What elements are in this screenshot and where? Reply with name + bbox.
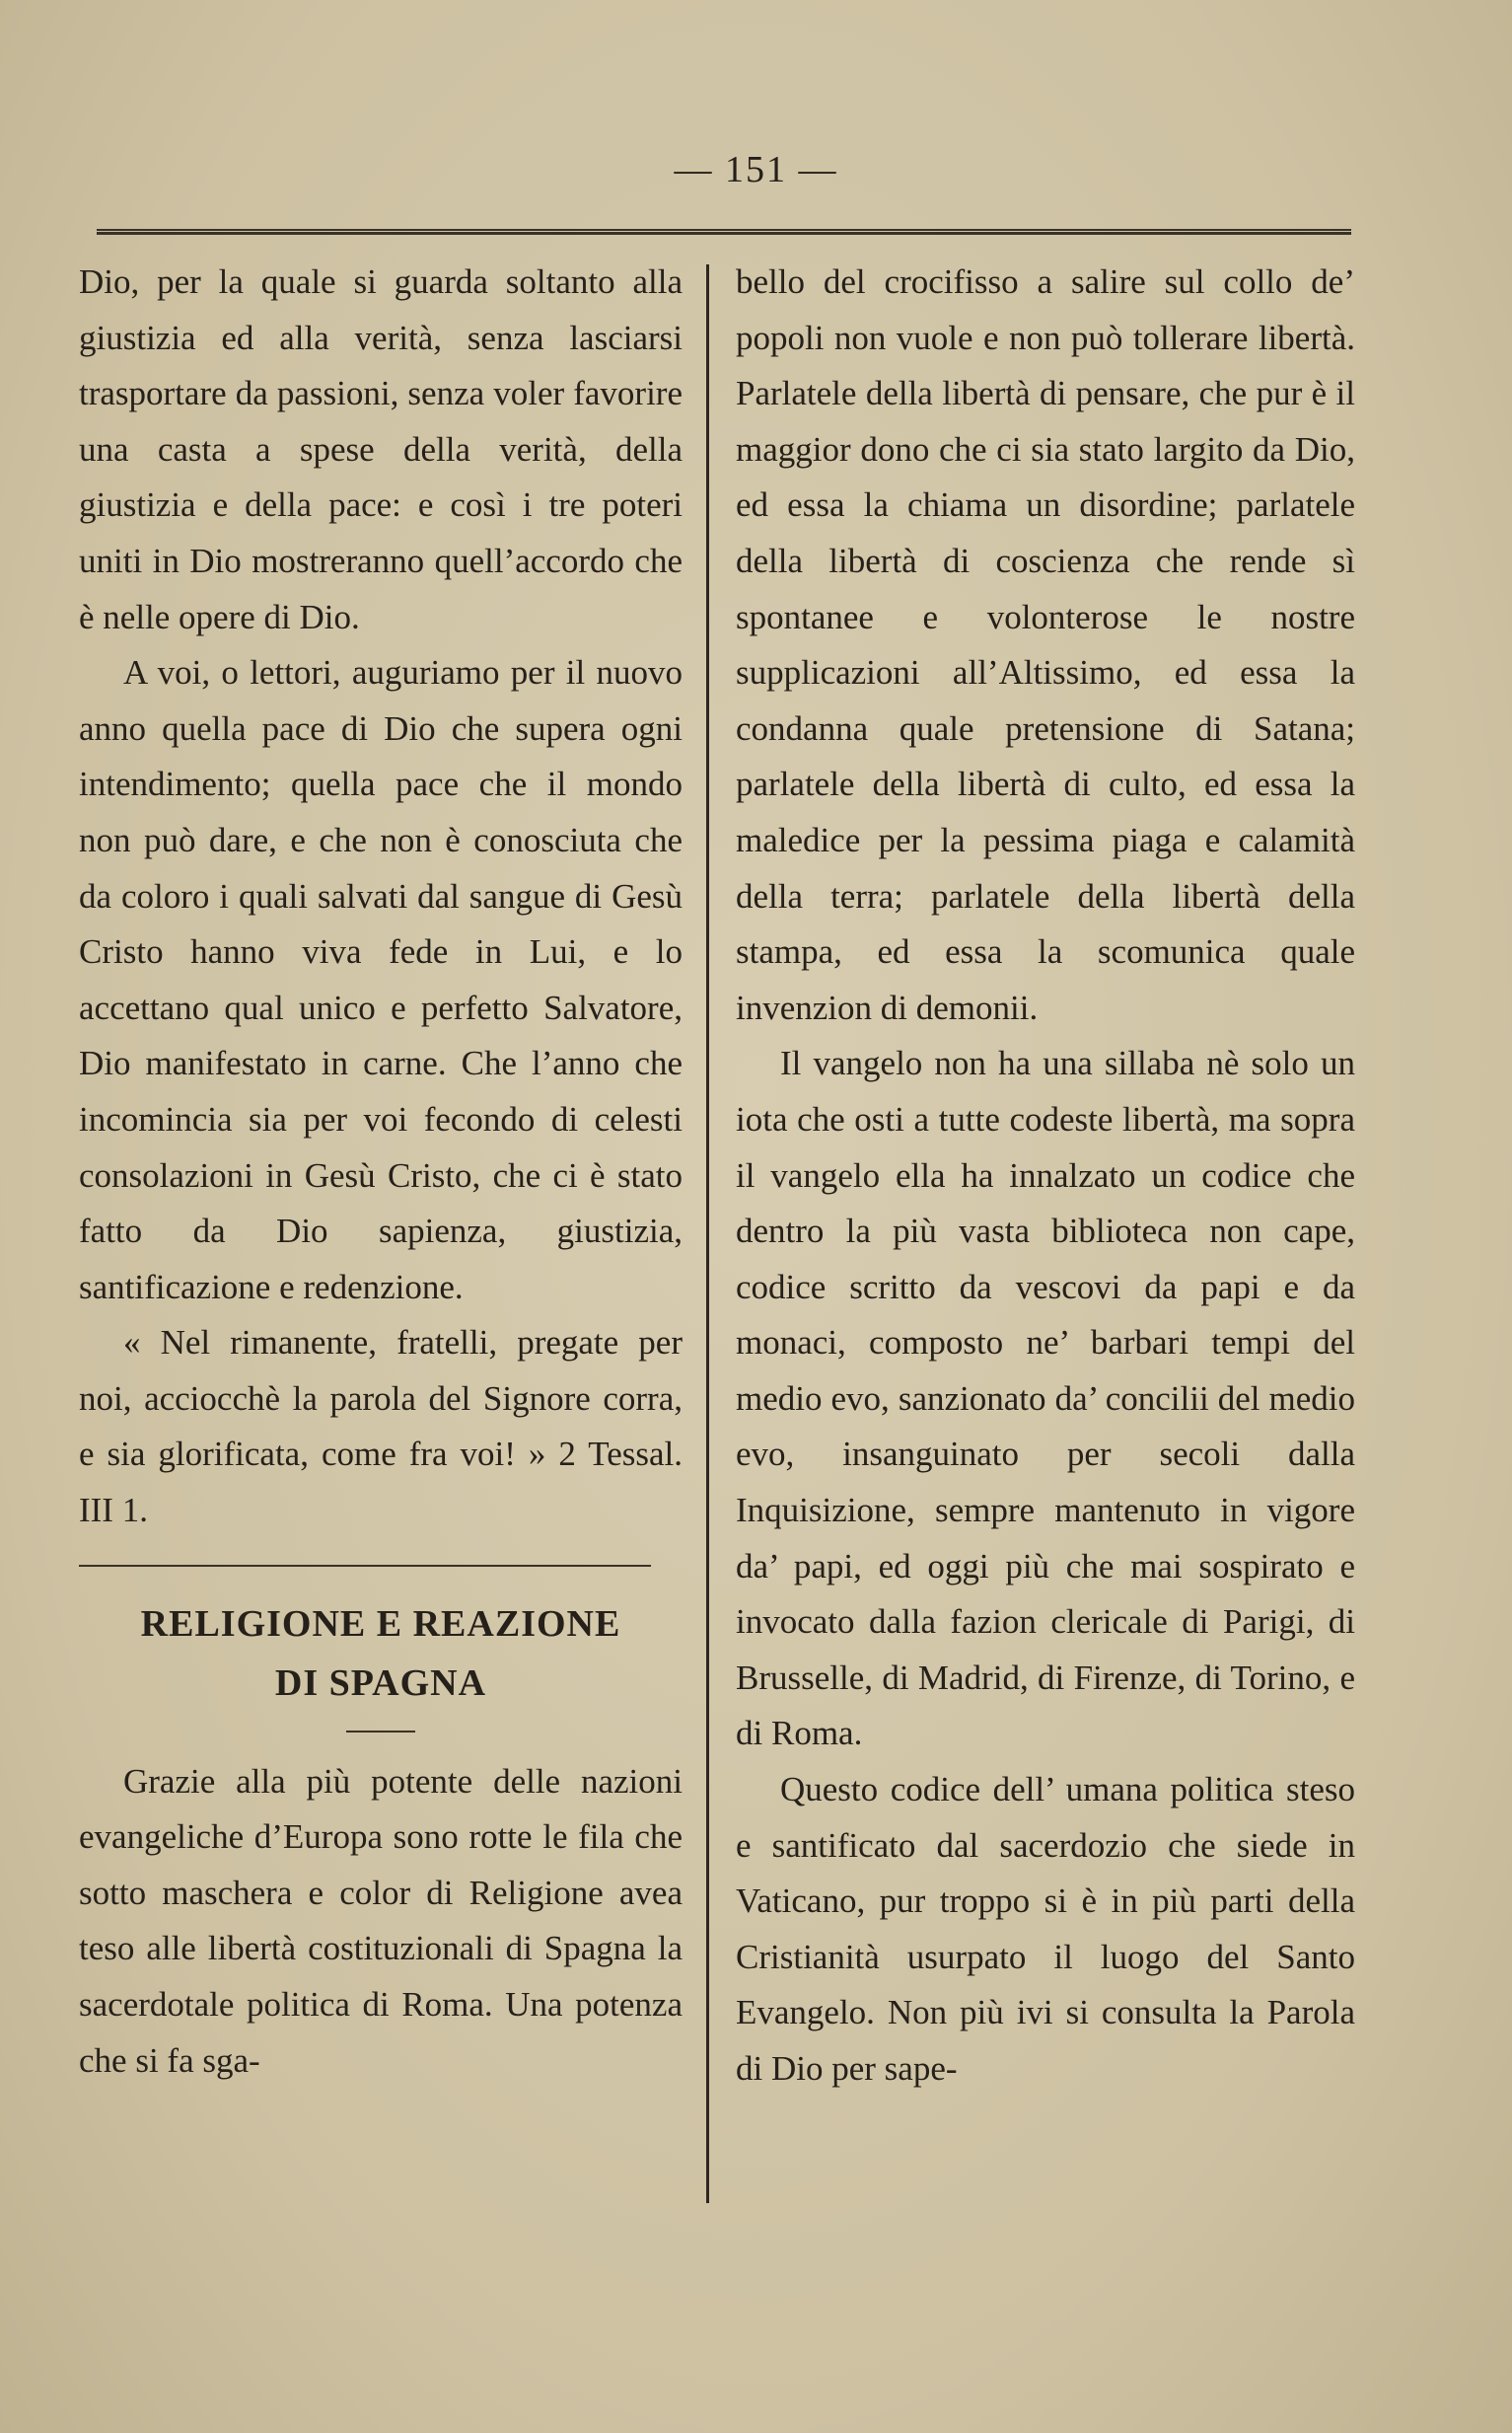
left-column — [79, 255, 683, 2089]
paragraph: Il vangelo non ha una sillaba nè solo un iota che osti a tutte codeste libertà, ma sopra il vangelo ella ha innalzato un codice che dentro la più vasta biblioteca non cape, codice scritto da vescovi da papi e da monaci, composto ne’ barbari tempi del medio evo, sanzionato da’ concilii del medio evo, insanguinato per secoli dalla Inquisizione, sempre mantenuto in vigore da’ papi, ed oggi più che mai sospirato e invocato dalla fazion clericale di Parigi, di Brusselle, di Madrid, di Firenze, di Torino, e di Roma. — [736, 1044, 1355, 1753]
paragraph: Dio, per la quale si guarda soltanto alla giustizia ed alla verità, senza lasciarsi trasportare da passioni, senza voler favorire una casta a spese della verità, della giustizia e della pace: e così i tre poteri uniti in Dio mostreranno quell’accordo che è nelle opere di Dio. — [79, 262, 683, 636]
paragraph: Questo codice dell’ umana politica steso e santificato dal sacerdozio che siede in Vaticano, pur troppo si è in più parti della Cristianità usurpato il luogo del Santo Evangelo. Non più ivi si consulta la Parola di Dio per sape- — [736, 1770, 1355, 2088]
column-divider — [706, 264, 709, 2203]
page-number: — 151 — — [674, 149, 838, 190]
section-divider — [79, 1565, 651, 1567]
paragraph: « Nel rimanente, fratelli, pregate per noi, acciocchè la parola del Signore corra, e sia glorificata, come fra voi! » 2 Tessal. III 1. — [79, 1323, 683, 1530]
paragraph: bello del crocifisso a salire sul collo de’ popoli non vuole e non può tollerare libertà. Parlatele della libertà di pensare, che pur è il maggior dono che ci sia stato largito da Dio, ed essa la chiama un disordine; parlatele della libertà di coscienza che rende sì spontanee e volonterose le nostre supplicazioni all’Altissimo, ed essa la condanna quale pretensione di Satana; parlatele della libertà di culto, ed essa la maledice per la pessima piaga e calamità della terra; parlatele della libertà della stampa, ed essa la scomunica quale invenzion di demonii. — [736, 262, 1355, 1027]
section-title-underline — [346, 1731, 415, 1733]
paragraph: A voi, o lettori, auguriamo per il nuovo anno quella pace di Dio che supera ogni intendimento; quella pace che il mondo non può dare, e che non è conosciuta che da coloro i quali salvati dal sangue di Gesù Cristo hanno viva fede in Lui, e lo accettano qual unico e perfetto Salvatore, Dio manifestato in carne. Che l’anno che incomincia sia per voi fecondo di celesti consolazioni in Gesù Cristo, che ci è stato fatto da Dio sapienza, giustizia, santificazione e redenzione. — [79, 653, 683, 1306]
section-title-line: RELIGIONE E REAZIONE — [140, 1602, 621, 1645]
header-rule — [97, 229, 1351, 235]
right-column — [736, 255, 1355, 2098]
section-title-line: DI SPAGNA — [274, 1661, 487, 1704]
section-title — [79, 1594, 683, 1713]
paragraph: Grazie alla più potente delle nazioni evangeliche d’Europa sono rotte le fila che sotto maschera e color di Religione avea teso alle libertà costituzionali di Spagna la sacerdotale politica di Roma. Una potenza che si fa sga- — [79, 1761, 683, 2080]
